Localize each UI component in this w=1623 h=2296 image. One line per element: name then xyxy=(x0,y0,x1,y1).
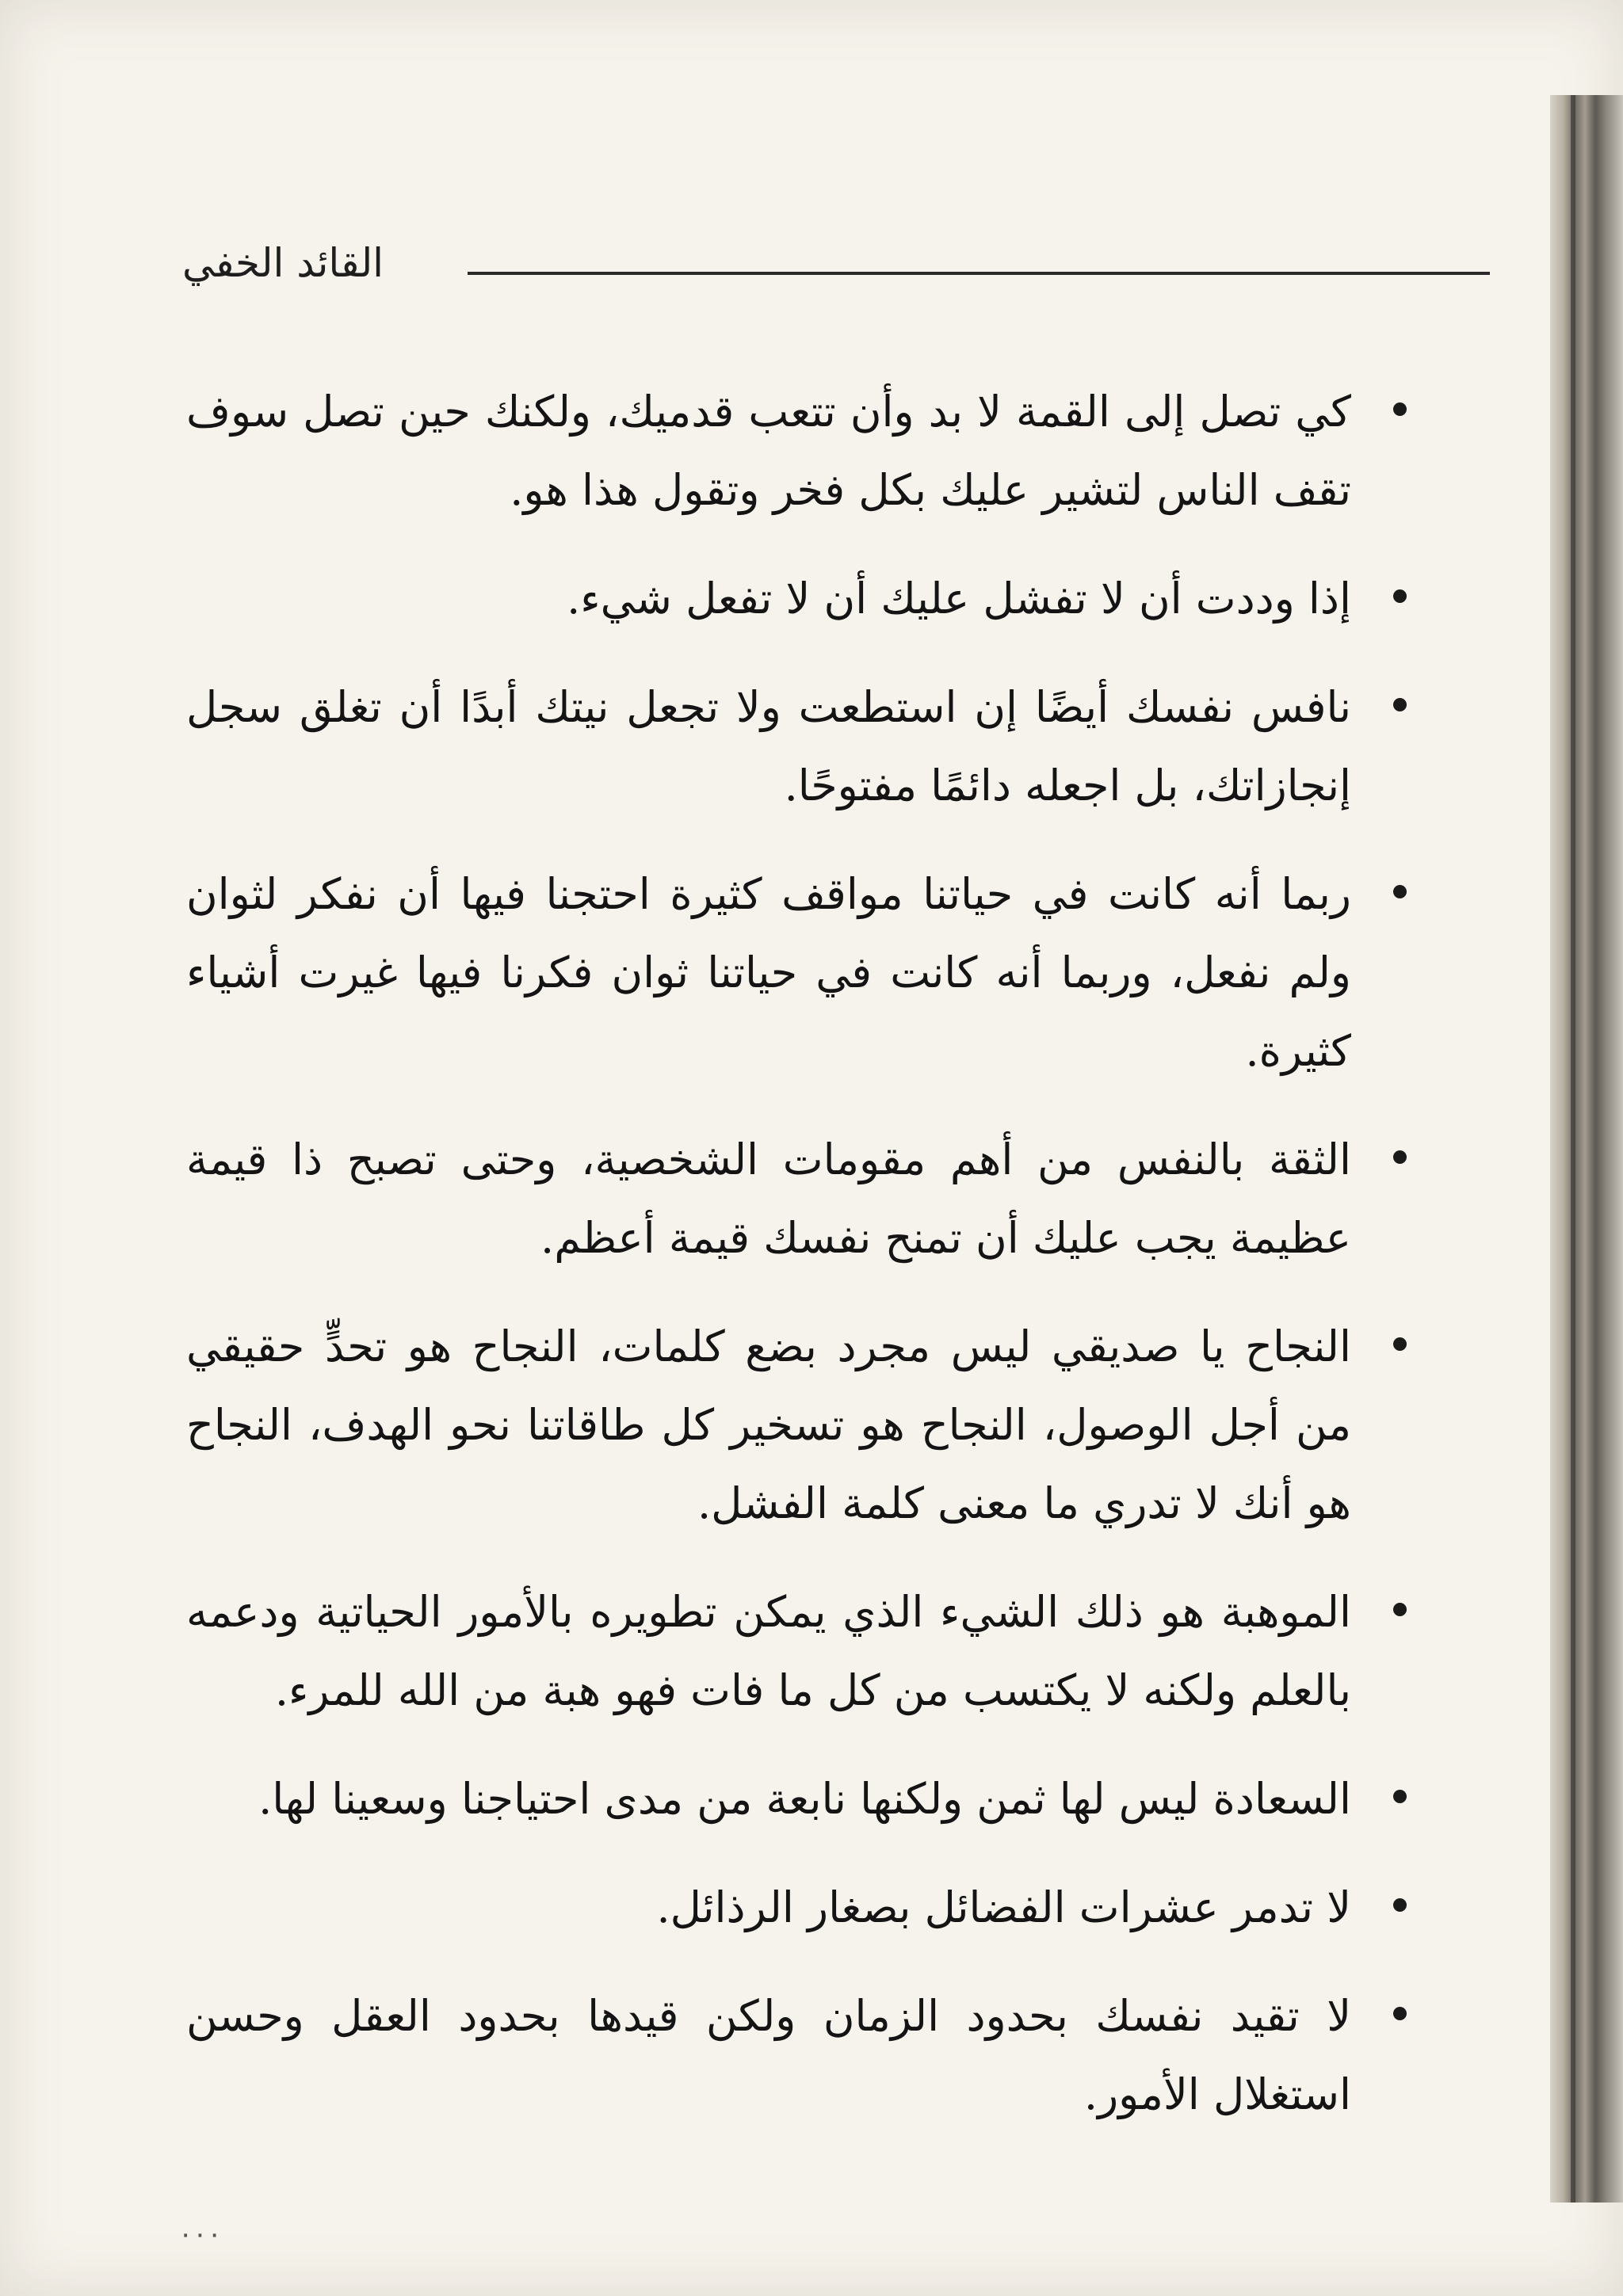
running-header xyxy=(182,234,1490,297)
list-item xyxy=(186,1977,1407,2134)
bullet-dot xyxy=(1393,402,1407,416)
quote-list xyxy=(186,372,1407,2134)
list-item xyxy=(186,1868,1407,1947)
bullet-dot xyxy=(1393,1150,1407,1164)
list-item-text: إذا وددت أن لا تفشل عليك أن لا تفعل شيء. xyxy=(567,574,1351,624)
list-item-text: لا تدمر عشرات الفضائل بصغار الرذائل. xyxy=(656,1882,1351,1932)
list-item-text: النجاح يا صديقي ليس مجرد بضع كلمات، النجاح هو تحدٍّ حقيقي من أجل الوصول، النجاح هو تسخير كل طاقاتنا نحو الهدف، النجاح هو أنك لا تدري ما معنى كلمة الفشل. xyxy=(186,1322,1351,1528)
bullet-dot xyxy=(1393,885,1407,898)
bullet-dot xyxy=(1393,1898,1407,1912)
list-item-text: الموهبة هو ذلك الشيء الذي يمكن تطويره بالأمور الحياتية ودعمه بالعلم ولكنه لا يكتسب من كل ما فات فهو هبة من الله للمرء. xyxy=(186,1587,1351,1715)
header-title: القائد الخفي xyxy=(182,240,384,286)
spine-shadow-line xyxy=(1571,95,1575,2203)
list-item-text: نافس نفسك أيضًا إن استطعت ولا تجعل نيتك أبدًا أن تغلق سجل إنجازاتك، بل اجعله دائمًا مفتوحًا. xyxy=(186,682,1351,810)
list-item xyxy=(186,559,1407,638)
bullet-dot xyxy=(1393,1603,1407,1616)
list-item xyxy=(186,1760,1407,1838)
bullet-dot xyxy=(1393,698,1407,711)
list-item xyxy=(186,855,1407,1090)
list-item xyxy=(186,668,1407,825)
bullet-dot xyxy=(1393,589,1407,603)
main-content xyxy=(186,372,1407,2164)
list-item-text: الثقة بالنفس من أهم مقومات الشخصية، وحتى تصبح ذا قيمة عظيمة يجب عليك أن تمنح نفسك قيمة أعظم. xyxy=(186,1135,1351,1263)
list-item-text: السعادة ليس لها ثمن ولكنها نابعة من مدى احتياجنا وسعينا لها. xyxy=(258,1774,1351,1824)
list-item-text: كي تصل إلى القمة لا بد وأن تتعب قدميك، ولكنك حين تصل سوف تقف الناس لتشير عليك بكل فخر وتقول هذا هو. xyxy=(186,387,1351,515)
page-number: ٠٠٠ xyxy=(178,2218,222,2250)
bullet-dot xyxy=(1393,1337,1407,1351)
list-item xyxy=(186,1307,1407,1543)
list-item xyxy=(186,372,1407,529)
list-item-text: لا تقيد نفسك بحدود الزمان ولكن قيدها بحدود العقل وحسن استغلال الأمور. xyxy=(186,1991,1351,2119)
header-rule xyxy=(468,272,1490,275)
list-item xyxy=(186,1120,1407,1277)
bullet-dot xyxy=(1393,1790,1407,1803)
bullet-dot xyxy=(1393,2007,1407,2020)
book-spine xyxy=(1550,95,1623,2203)
list-item-text: ربما أنه كانت في حياتنا مواقف كثيرة احتجنا فيها أن نفكر لثوان ولم نفعل، وربما أنه كانت في حياتنا ثوان فكرنا فيها غيرت أشياء كثيرة. xyxy=(186,869,1351,1076)
list-item xyxy=(186,1573,1407,1730)
